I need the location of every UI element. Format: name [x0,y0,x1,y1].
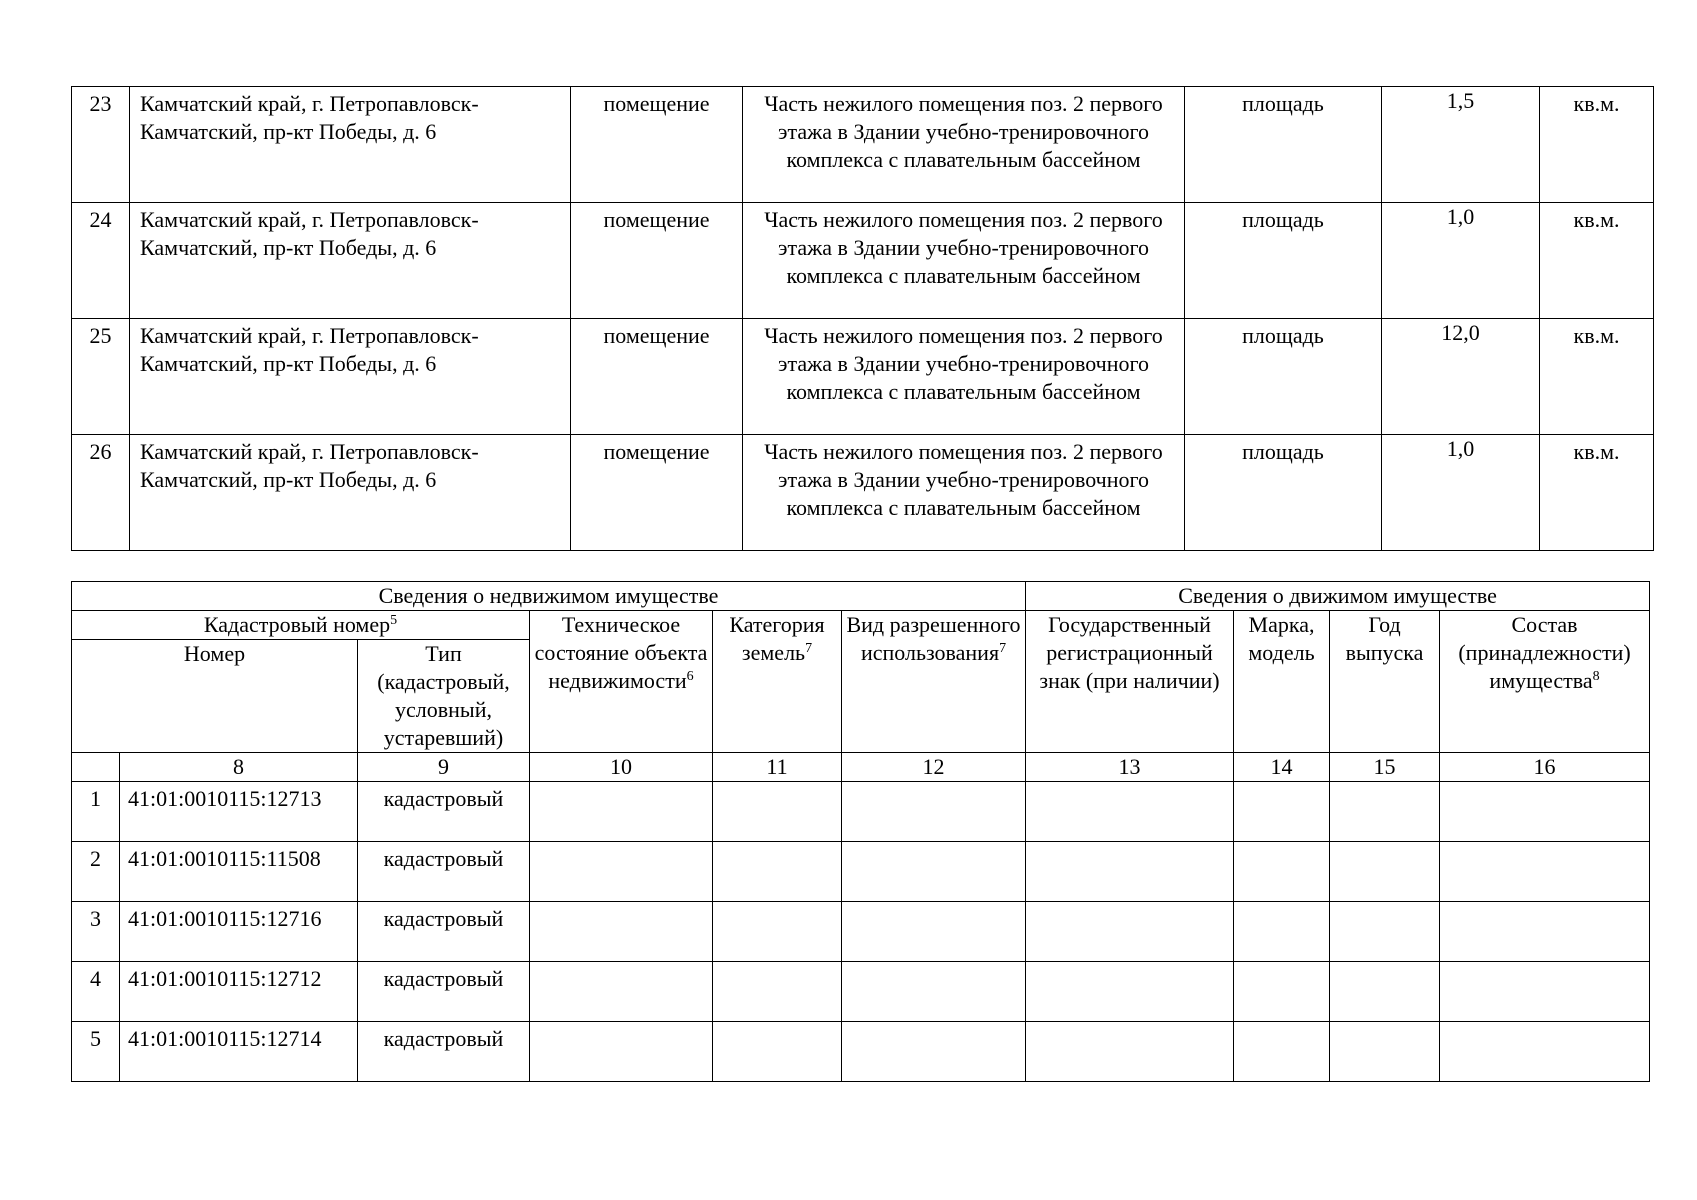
empty-cell [842,782,1026,842]
object-type-cell: помещение [571,203,743,319]
value-cell: 12,0 [1382,319,1540,435]
parameter-cell: площадь [1185,203,1382,319]
empty-cell [842,902,1026,962]
empty-cell [713,1022,842,1082]
header-real-estate: Сведения о недвижимом имуществе [72,582,1026,611]
empty-cell [842,1022,1026,1082]
header-year: Год выпуска [1330,611,1440,753]
footnote-ref: 6 [686,669,694,684]
empty-cell [842,842,1026,902]
empty-cell [530,1022,713,1082]
header-number: Номер [72,640,358,753]
empty-cell [1440,782,1650,842]
table-row [72,203,1654,319]
empty-cell [1026,1022,1234,1082]
description-cell: Часть нежилого помещения поз. 2 первого этажа в Здании учебно-тренировочного комплекса с плавательным бассейном [743,435,1185,551]
unit-cell: кв.м. [1540,435,1654,551]
cadastral-number-cell: 41:01:0010115:12713 [120,782,358,842]
header-reg-sign: Государственный регистрационный знак (при наличии) [1026,611,1234,753]
header-tech-state [530,611,713,753]
column-number-cell: 16 [1440,753,1650,782]
empty-cell [530,782,713,842]
empty-cell [1330,842,1440,902]
empty-cell [713,902,842,962]
cadastral-type-cell: кадастровый [358,782,530,842]
property-objects-table [71,86,1654,551]
table-row [72,902,1650,962]
cadastral-number-cell: 41:01:0010115:12716 [120,902,358,962]
footnote-ref: 7 [999,641,1007,656]
empty-cell [1440,842,1650,902]
header-permitted-use [842,611,1026,753]
empty-cell [713,962,842,1022]
empty-cell [1330,782,1440,842]
row-number: 4 [72,962,120,1022]
empty-cell [1026,782,1234,842]
cadastral-type-cell: кадастровый [358,1022,530,1082]
empty-cell [530,902,713,962]
cadastral-number-cell: 41:01:0010115:11508 [120,842,358,902]
tech-state-label: Техническое состояние объекта недвижимости [534,612,708,693]
description-cell: Часть нежилого помещения поз. 2 первого этажа в Здании учебно-тренировочного комплекса с плавательным бассейном [743,319,1185,435]
table-row [72,962,1650,1022]
row-number: 3 [72,902,120,962]
column-number-cell: 9 [358,753,530,782]
row-number: 23 [72,87,130,203]
row-number: 5 [72,1022,120,1082]
address-cell: Камчатский край, г. Петропавловск-Камчатский, пр-кт Победы, д. 6 [130,435,571,551]
empty-cell [842,962,1026,1022]
table-row [72,842,1650,902]
header-brand: Марка, модель [1234,611,1330,753]
empty-cell [1330,962,1440,1022]
composition-label: Состав (принадлежности) имущества [1458,612,1631,693]
empty-cell [1234,842,1330,902]
address-cell: Камчатский край, г. Петропавловск-Камчатский, пр-кт Победы, д. 6 [130,319,571,435]
cadastral-number-label: Кадастровый номер [203,612,391,637]
cadastral-type-cell: кадастровый [358,842,530,902]
footnote-ref: 8 [1592,669,1600,684]
column-number-cell: 12 [842,753,1026,782]
footnote-ref: 5 [390,613,398,628]
footnote-ref: 7 [805,641,813,656]
empty-cell [1234,962,1330,1022]
cadastral-type-cell: кадастровый [358,902,530,962]
column-number-cell: 14 [1234,753,1330,782]
empty-cell [1330,902,1440,962]
table-row [72,1022,1650,1082]
empty-cell [1440,962,1650,1022]
empty-cell [1026,902,1234,962]
empty-cell [1026,962,1234,1022]
row-number: 26 [72,435,130,551]
column-number-cell: 13 [1026,753,1234,782]
row-number: 1 [72,782,120,842]
header-composition [1440,611,1650,753]
parameter-cell: площадь [1185,87,1382,203]
land-category-label: Категория земель [729,612,825,665]
header-movable: Сведения о движимом имуществе [1026,582,1650,611]
permitted-use-label: Вид разрешенного использования [846,612,1021,665]
table-row [72,319,1654,435]
parameter-cell: площадь [1185,435,1382,551]
address-cell: Камчатский край, г. Петропавловск-Камчатский, пр-кт Победы, д. 6 [130,87,571,203]
table-row [72,782,1650,842]
object-type-cell: помещение [571,87,743,203]
table-row [72,435,1654,551]
empty-cell [1234,1022,1330,1082]
unit-cell: кв.м. [1540,319,1654,435]
header-land-category [713,611,842,753]
empty-cell [1234,782,1330,842]
property-details-table [71,581,1650,1082]
empty-cell [530,842,713,902]
empty-cell [1440,902,1650,962]
column-number-cell: 10 [530,753,713,782]
empty-cell [1330,1022,1440,1082]
cadastral-number-cell: 41:01:0010115:12712 [120,962,358,1022]
empty-cell [713,782,842,842]
empty-cell [1026,842,1234,902]
table-row [72,87,1654,203]
row-number: 2 [72,842,120,902]
header-cadastral-number [72,611,530,640]
unit-cell: кв.м. [1540,87,1654,203]
description-cell: Часть нежилого помещения поз. 2 первого этажа в Здании учебно-тренировочного комплекса с плавательным бассейном [743,87,1185,203]
value-cell: 1,0 [1382,435,1540,551]
unit-cell: кв.м. [1540,203,1654,319]
value-cell: 1,5 [1382,87,1540,203]
address-cell: Камчатский край, г. Петропавловск-Камчатский, пр-кт Победы, д. 6 [130,203,571,319]
column-number-cell: 11 [713,753,842,782]
empty-cell [1234,902,1330,962]
row-number: 24 [72,203,130,319]
cadastral-type-cell: кадастровый [358,962,530,1022]
empty-cell [1440,1022,1650,1082]
description-cell: Часть нежилого помещения поз. 2 первого этажа в Здании учебно-тренировочного комплекса с плавательным бассейном [743,203,1185,319]
column-number-cell: 15 [1330,753,1440,782]
header-type: Тип (кадастровый, условный, устаревший) [358,640,530,753]
row-number: 25 [72,319,130,435]
object-type-cell: помещение [571,435,743,551]
cadastral-number-cell: 41:01:0010115:12714 [120,1022,358,1082]
empty-cell [530,962,713,1022]
value-cell: 1,0 [1382,203,1540,319]
object-type-cell: помещение [571,319,743,435]
column-number-cell: 8 [120,753,358,782]
column-number-cell [72,753,120,782]
empty-cell [713,842,842,902]
parameter-cell: площадь [1185,319,1382,435]
